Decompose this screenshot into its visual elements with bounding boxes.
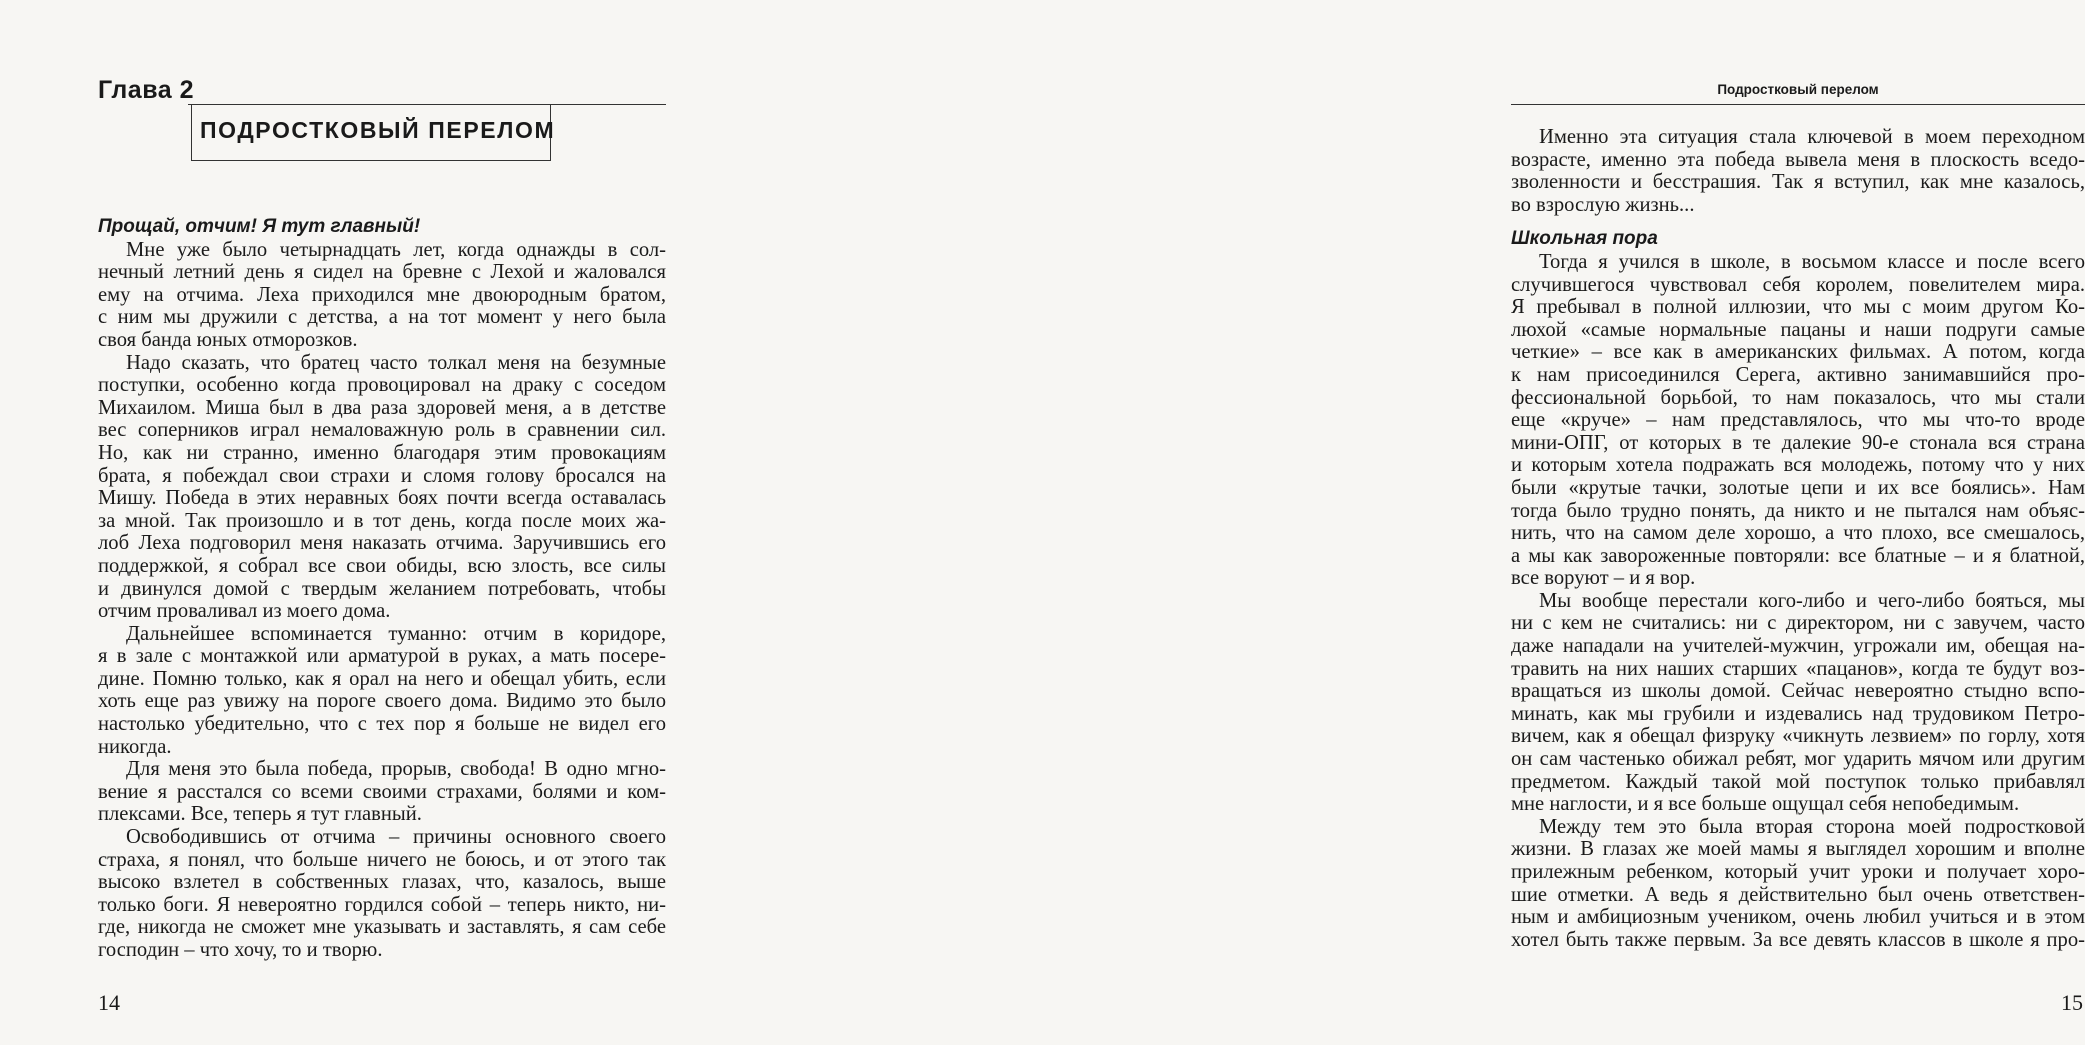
text-line: господин – что хочу, то и творю. — [98, 939, 383, 961]
text-line: Но, как ни странно, именно благодаря этим провокациям — [98, 441, 666, 464]
text-line: даже нападали на учителей-мужчин, угрожали им, обещая на- — [1511, 635, 2085, 658]
text-line: вес соперников играл немаловажную роль в сравнении сил. — [98, 419, 666, 442]
text-line: мне наглости, и я все больше ощущал себя непобедимым. — [1511, 793, 2020, 816]
text-line: хотел быть также первым. За все девять классов в школе я про- — [1511, 928, 2085, 951]
right-intro-lines — [1511, 126, 2085, 216]
text-line: ни с кем не считались: ни с директором, ни с завучем, часто — [1511, 612, 2085, 635]
text-line: Освободившись от отчима – причины основного своего — [126, 826, 666, 849]
left-body-text — [98, 216, 666, 962]
page-number-right: 15 — [2061, 990, 2083, 1015]
chapter-label: Глава 2 — [98, 76, 195, 104]
text-line: еще «круче» – нам представлялось, что мы что-то вроде — [1511, 409, 2085, 432]
text-line: возрасте, именно эта победа вывела меня в плоскость вседо- — [1511, 148, 2085, 171]
text-line: во взрослую жизнь... — [1511, 193, 1695, 216]
text-line: травить на них наших старших «пацанов», когда те будут воз- — [1511, 657, 2085, 680]
text-line: тогда было трудно понять, да никто и не пытался нам объяс- — [1511, 499, 2085, 522]
text-line: страха, я понял, что больше ничего не боюсь, и от этого так — [98, 848, 666, 871]
text-line: никогда. — [98, 735, 172, 758]
text-line: Я пребывал в полной иллюзии, что мы с моим другом Ко- — [1511, 296, 2085, 319]
text-line: Между тем это была вторая сторона моей подростковой — [1539, 815, 2085, 838]
text-line: дине. Помню только, как я орал на него и обещал убить, если — [98, 667, 666, 690]
section-heading: Прощай, отчим! Я тут главный! — [98, 216, 421, 237]
text-line: поддержкой, я собрал все свои обиды, всю злость, все силы — [98, 554, 666, 577]
text-line: где, никогда не сможет мне указывать и заставлять, я сам себе — [98, 916, 666, 939]
text-line: вращаться из школы домой. Сейчас невероятно стыдно вспо- — [1511, 680, 2085, 703]
text-line: к нам присоединился Серега, активно занимавшийся про- — [1511, 363, 2085, 386]
section-heading-right: Школьная пора — [1511, 228, 1658, 250]
text-line: поступки, особенно когда провоцировал на драку с соседом — [98, 374, 666, 397]
text-line: четкие» – все как в американских фильмах. А потом, когда — [1511, 341, 2085, 364]
running-head-rule — [1511, 104, 2085, 105]
right-paragraph-lines — [1511, 251, 2085, 951]
text-line: зволенности и бесстрашия. Так я вступил, как мне казалось, — [1511, 171, 2085, 194]
text-line: шие отметки. А ведь я действительно был очень ответствен- — [1511, 883, 2085, 906]
text-line: Михаилом. Миша был в два раза здоровей меня, а в детстве — [98, 396, 666, 419]
text-line: Мишу. Победа в этих неравных боях почти всегда оставалась — [98, 487, 666, 510]
text-line: люхой «самые нормальные пацаны и наши подруги самые — [1511, 318, 2085, 341]
text-line: прилежным ребенком, который учит уроки и получает хоро- — [1511, 861, 2085, 883]
text-line: минать, как мы грубили и издевались над трудовиком Петро- — [1511, 702, 2085, 725]
text-line: с ним мы дружили с детства, а на тот момент у него была — [98, 306, 666, 329]
title-rule-bottom — [191, 160, 551, 161]
text-line: только боги. Я невероятно гордился собой – теперь никто, ни- — [98, 893, 666, 916]
text-line: за мной. Так произошло и в тот день, когда после моих жа- — [98, 509, 666, 532]
text-line: жизни. В глазах же моей мамы я выглядел хорошим и вполне — [1511, 838, 2085, 861]
text-line: нечный летний день я сидел на бревне с Лехой и жаловался — [98, 261, 666, 284]
text-line: своя банда юных отморозков. — [98, 328, 358, 351]
text-line: случившегося чувствовал себя королем, повелителем мира. — [1511, 273, 2085, 296]
text-line: Мне уже было четырнадцать лет, когда однажды в сол- — [126, 238, 666, 261]
text-line: и которым хотела подражать вся молодежь, потому что у них — [1511, 454, 2085, 477]
text-line: а мы как завороженные повторяли: все блатные – и я блатной, — [1511, 544, 2085, 567]
right-page — [727, 0, 2085, 1045]
text-line: высоко взлетел в собственных глазах, что, казалось, выше — [98, 871, 666, 894]
text-line: предметом. Каждый такой мой поступок только прибавлял — [1511, 770, 2085, 793]
text-line: Именно эта ситуация стала ключевой в моем переходном — [1539, 126, 2085, 148]
left-paragraph-lines — [98, 239, 666, 962]
text-line: были «крутые тачки, золотые цепи и их все боялись». Нам — [1511, 476, 2085, 499]
text-line: плексами. Все, теперь я тут главный. — [98, 803, 422, 826]
text-line: Тогда я учился в школе, в восьмом классе и после всего — [1539, 250, 2085, 273]
text-line: отчим проваливал из моего дома. — [98, 600, 391, 623]
text-line: ным и амбициозным учеником, очень любил учиться и в этом — [1511, 906, 2085, 929]
running-head: Подростковый перелом — [1717, 82, 1879, 97]
text-line: ему на отчима. Леха приходился мне двоюродным братом, — [98, 283, 666, 306]
chapter-title: ПОДРОСТКОВЫЙ ПЕРЕЛОМ — [200, 117, 556, 143]
right-body-text — [1511, 126, 2085, 951]
section-gap — [1511, 216, 2085, 228]
text-line: и двинулся домой с твердым желанием потребовать, чтобы — [98, 577, 666, 600]
text-line: нить, что на самом деле хорошо, а что плохо, все смешалось, — [1511, 522, 2085, 545]
text-line: я в зале с монтажкой или арматурой в руках, а мать посере- — [98, 645, 666, 668]
text-line: он сам частенько обижал ребят, мог ударить мячом или другим — [1511, 748, 2085, 771]
page-number-left: 14 — [98, 990, 120, 1015]
left-page — [0, 0, 727, 1045]
text-line: Для меня это была победа, прорыв, свобода! В одно мгно- — [126, 758, 666, 781]
text-line: фессиональной борьбой, то нам показалось, что мы стали — [1511, 386, 2085, 409]
text-line: мини-ОПГ, от которых в те далекие 90-е стонала вся страна — [1511, 431, 2085, 454]
text-line: Надо сказать, что братец часто толкал меня на безумные — [126, 351, 666, 374]
text-line: хоть еще раз увижу на пороге своего дома. Видимо это было — [98, 690, 666, 713]
text-line: настолько убедительно, что с тех пор я больше не видел его — [98, 713, 666, 736]
text-line: все воруют – и я вор. — [1511, 567, 1696, 590]
text-line: Мы вообще перестали кого-либо и чего-либо бояться, мы — [1539, 589, 2085, 612]
text-line: лоб Леха подговорил меня наказать отчима. Заручившись его — [98, 532, 666, 555]
text-line: брата, я побеждал свои страхи и сломя голову бросался на — [98, 464, 666, 487]
text-line: Дальнейшее вспоминается туманно: отчим в коридоре, — [126, 622, 666, 645]
text-line: вичем, как я обещал физруку «чикнуть лезвием» по горлу, хотя — [1511, 725, 2085, 748]
text-line: вение я расстался со всеми своими страхами, болями и ком- — [98, 780, 666, 803]
